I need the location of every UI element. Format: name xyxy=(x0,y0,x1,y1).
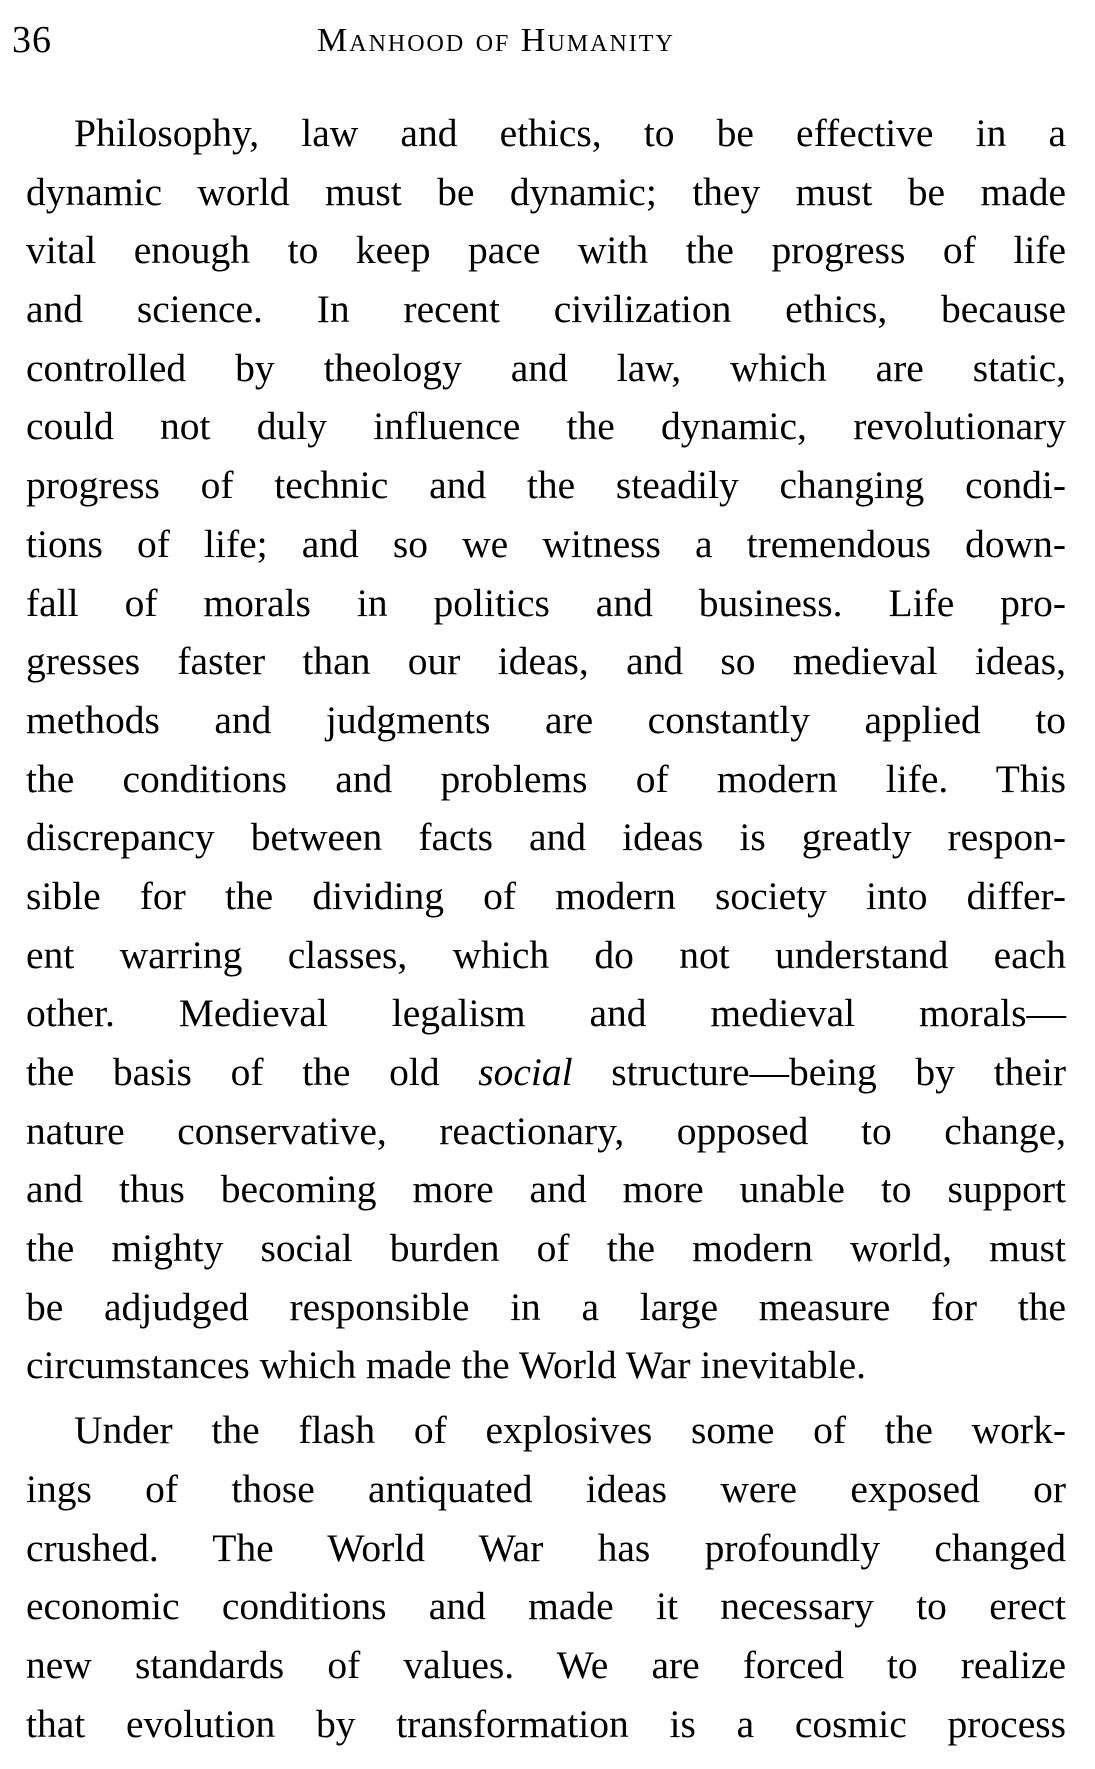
text-line: be adjudged responsible in a large measure for the xyxy=(26,1284,1066,1329)
text-segment: structure—being by their xyxy=(572,1050,1066,1094)
text-line: that evolution by transformation is a cosmic process xyxy=(26,1701,1066,1746)
text-line: the mighty social burden of the modern world, must xyxy=(26,1226,1066,1271)
text-line: ent warring classes, which do not understand each xyxy=(26,932,1066,977)
text-line: crushed. The World War has profoundly changed xyxy=(26,1525,1066,1570)
text-line: discrepancy between facts and ideas is greatly respon- xyxy=(26,815,1066,860)
page-number: 36 xyxy=(12,19,52,61)
paragraph-1 xyxy=(26,104,1066,1395)
text-line: the conditions and problems of modern life. This xyxy=(26,756,1066,801)
text-line: new standards of values. We are forced to realize xyxy=(26,1642,1066,1687)
text-line: could not duly influence the dynamic, revolutionary xyxy=(26,404,1066,449)
text-line: and science. In recent civilization ethics, because xyxy=(26,287,1066,332)
text-line: Philosophy, law and ethics, to be effective in a xyxy=(74,111,1066,155)
text-line-with-italic xyxy=(26,1043,1066,1102)
body-text xyxy=(26,104,1066,1753)
text-line: fall of morals in politics and business. Life pro- xyxy=(26,580,1066,625)
text-line: other. Medieval legalism and medieval morals— xyxy=(26,991,1066,1036)
text-line: dynamic world must be dynamic; they must be made xyxy=(26,169,1066,214)
text-line: tions of life; and so we witness a tremendous down- xyxy=(26,521,1066,566)
text-line: vital enough to keep pace with the progress of life xyxy=(26,228,1066,273)
text-line: and thus becoming more and more unable to support xyxy=(26,1167,1066,1212)
text-line: gresses faster than our ideas, and so medieval ideas, xyxy=(26,639,1066,684)
text-line: circumstances which made the World War inevitable. xyxy=(26,1343,867,1388)
paragraph-2 xyxy=(26,1401,1066,1753)
running-title: Manhood of Humanity xyxy=(317,22,675,59)
text-line: Under the flash of explosives some of the work- xyxy=(74,1408,1066,1453)
text-line: methods and judgments are constantly applied to xyxy=(26,697,1066,742)
text-line: economic conditions and made it necessary to erect xyxy=(26,1584,1066,1629)
text-segment: the basis of the old xyxy=(26,1050,479,1094)
italic-word: social xyxy=(478,1050,573,1094)
text-line: controlled by theology and law, which are static, xyxy=(26,345,1066,390)
text-line: nature conservative, reactionary, opposed to change, xyxy=(26,1108,1066,1153)
page-header xyxy=(12,18,1072,78)
text-line: progress of technic and the steadily changing condi- xyxy=(26,463,1066,508)
text-line: sible for the dividing of modern society into differ- xyxy=(26,873,1066,918)
text-line: ings of those antiquated ideas were exposed or xyxy=(26,1466,1066,1511)
